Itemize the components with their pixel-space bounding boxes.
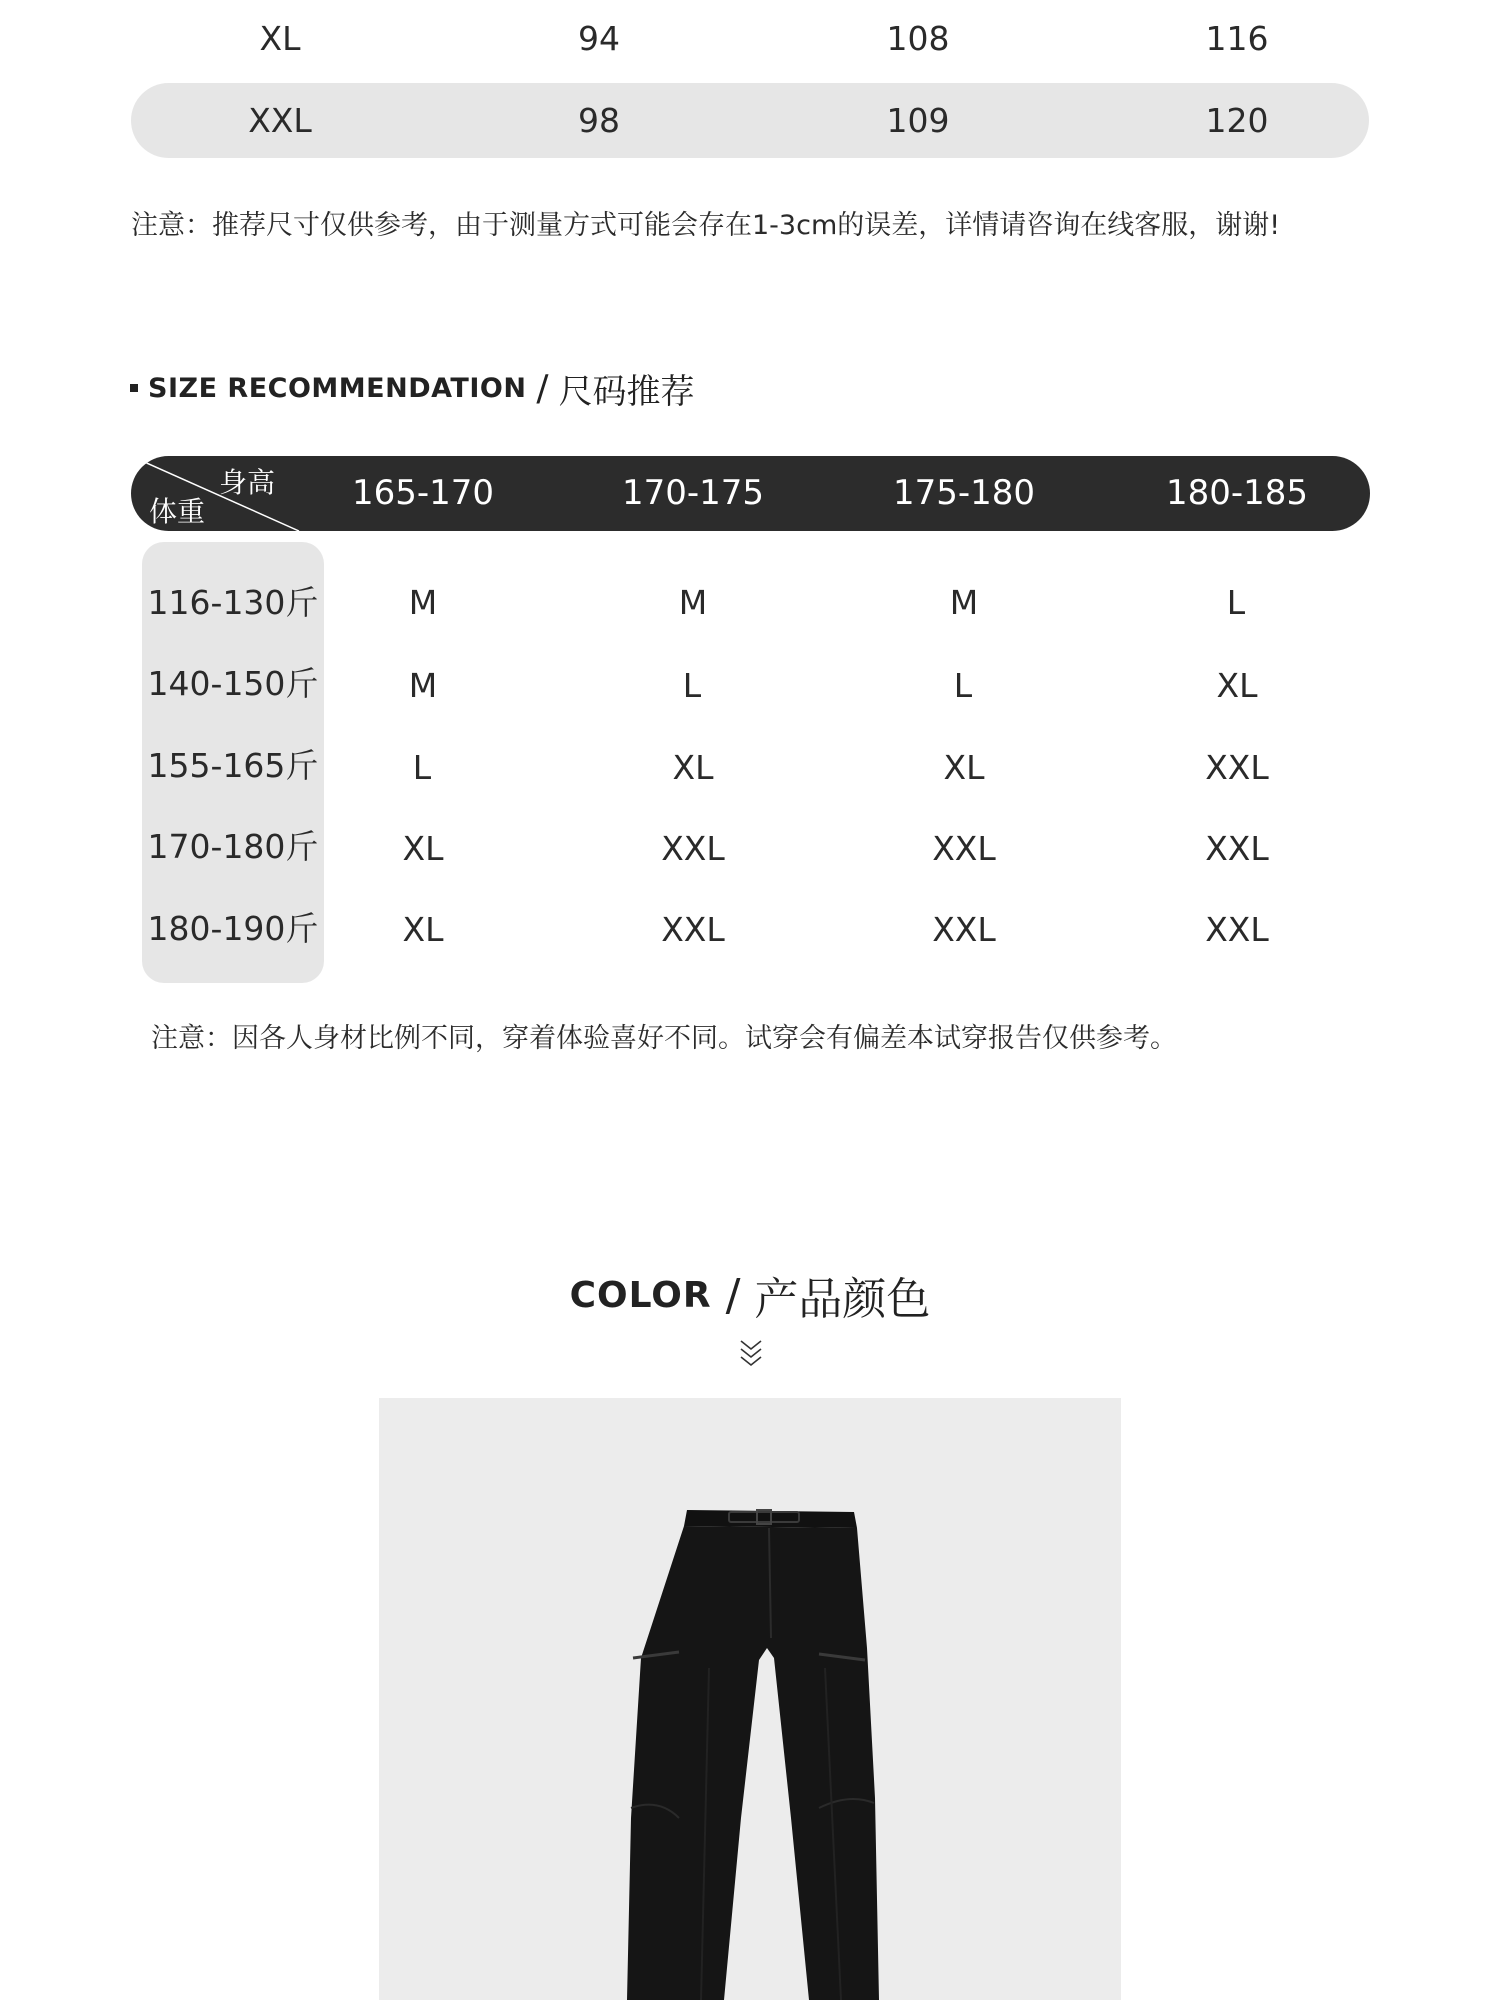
heading-slash: /: [536, 367, 549, 409]
color-heading-slash: /: [725, 1269, 741, 1321]
measure-cell: 109: [886, 101, 950, 140]
weight-cell: 116-130斤: [147, 583, 319, 622]
size-cell: M: [408, 666, 438, 705]
weight-cell: 155-165斤: [147, 746, 319, 785]
size-cell: XL: [1216, 666, 1258, 705]
ski-pants-image: [379, 1398, 1121, 2000]
measurement-row-xl: [131, 1, 1369, 76]
double-chevron-down-icon: [738, 1338, 764, 1370]
measurement-row-xxl: [131, 83, 1369, 158]
recommendation-note: 注意：因各人身材比例不同，穿着体验喜好不同。试穿会有偏差本试穿报告仅供参考。: [151, 1023, 1177, 1054]
size-cell: XXL: [932, 829, 996, 868]
measure-cell: 108: [886, 19, 950, 58]
size-cell: M: [949, 583, 979, 622]
size-cell: XXL: [1205, 829, 1269, 868]
measurement-note: 注意：推荐尺寸仅供参考，由于测量方式可能会存在1-3cm的误差，详情请咨询在线客服，谢谢!: [131, 210, 1281, 241]
color-heading-en: COLOR: [569, 1274, 712, 1316]
size-cell: XL: [402, 829, 444, 868]
corner-height-label: 身高: [219, 466, 276, 499]
height-header: 175-180: [892, 473, 1036, 513]
size-recommendation-heading: [130, 363, 695, 413]
height-header: 170-175: [621, 473, 765, 513]
corner-weight-label: 体重: [149, 495, 206, 528]
size-cell: XXL: [1205, 748, 1269, 787]
size-cell: L: [953, 666, 973, 705]
heading-zh: 尺码推荐: [558, 371, 695, 412]
height-header: 165-170: [351, 473, 495, 513]
height-header: 180-185: [1165, 473, 1309, 513]
size-cell: XL: [402, 910, 444, 949]
heading-bullet: [130, 384, 138, 392]
color-heading-zh: 产品颜色: [754, 1274, 931, 1325]
measure-cell: 94: [578, 19, 620, 58]
size-cell: XL: [672, 748, 714, 787]
size-cell: L: [1226, 583, 1246, 622]
size-cell: XL: [943, 748, 985, 787]
size-cell: L: [412, 748, 432, 787]
size-cell: XXL: [661, 910, 725, 949]
size-cell: XXL: [932, 910, 996, 949]
size-cell: M: [408, 583, 438, 622]
weight-cell: 170-180斤: [147, 827, 319, 866]
size-cell: XL: [259, 19, 301, 58]
size-cell: L: [682, 666, 702, 705]
product-photo-black-pants: [379, 1398, 1121, 2000]
weight-cell: 140-150斤: [147, 664, 319, 703]
size-cell: XXL: [1205, 910, 1269, 949]
color-heading: [0, 1265, 1500, 1325]
size-cell: XXL: [248, 101, 312, 140]
size-cell: XXL: [661, 829, 725, 868]
heading-en: SIZE RECOMMENDATION: [148, 372, 527, 404]
measure-cell: 116: [1205, 19, 1269, 58]
weight-cell: 180-190斤: [147, 909, 319, 948]
measure-cell: 98: [578, 101, 620, 140]
measure-cell: 120: [1205, 101, 1269, 140]
size-cell: M: [678, 583, 708, 622]
